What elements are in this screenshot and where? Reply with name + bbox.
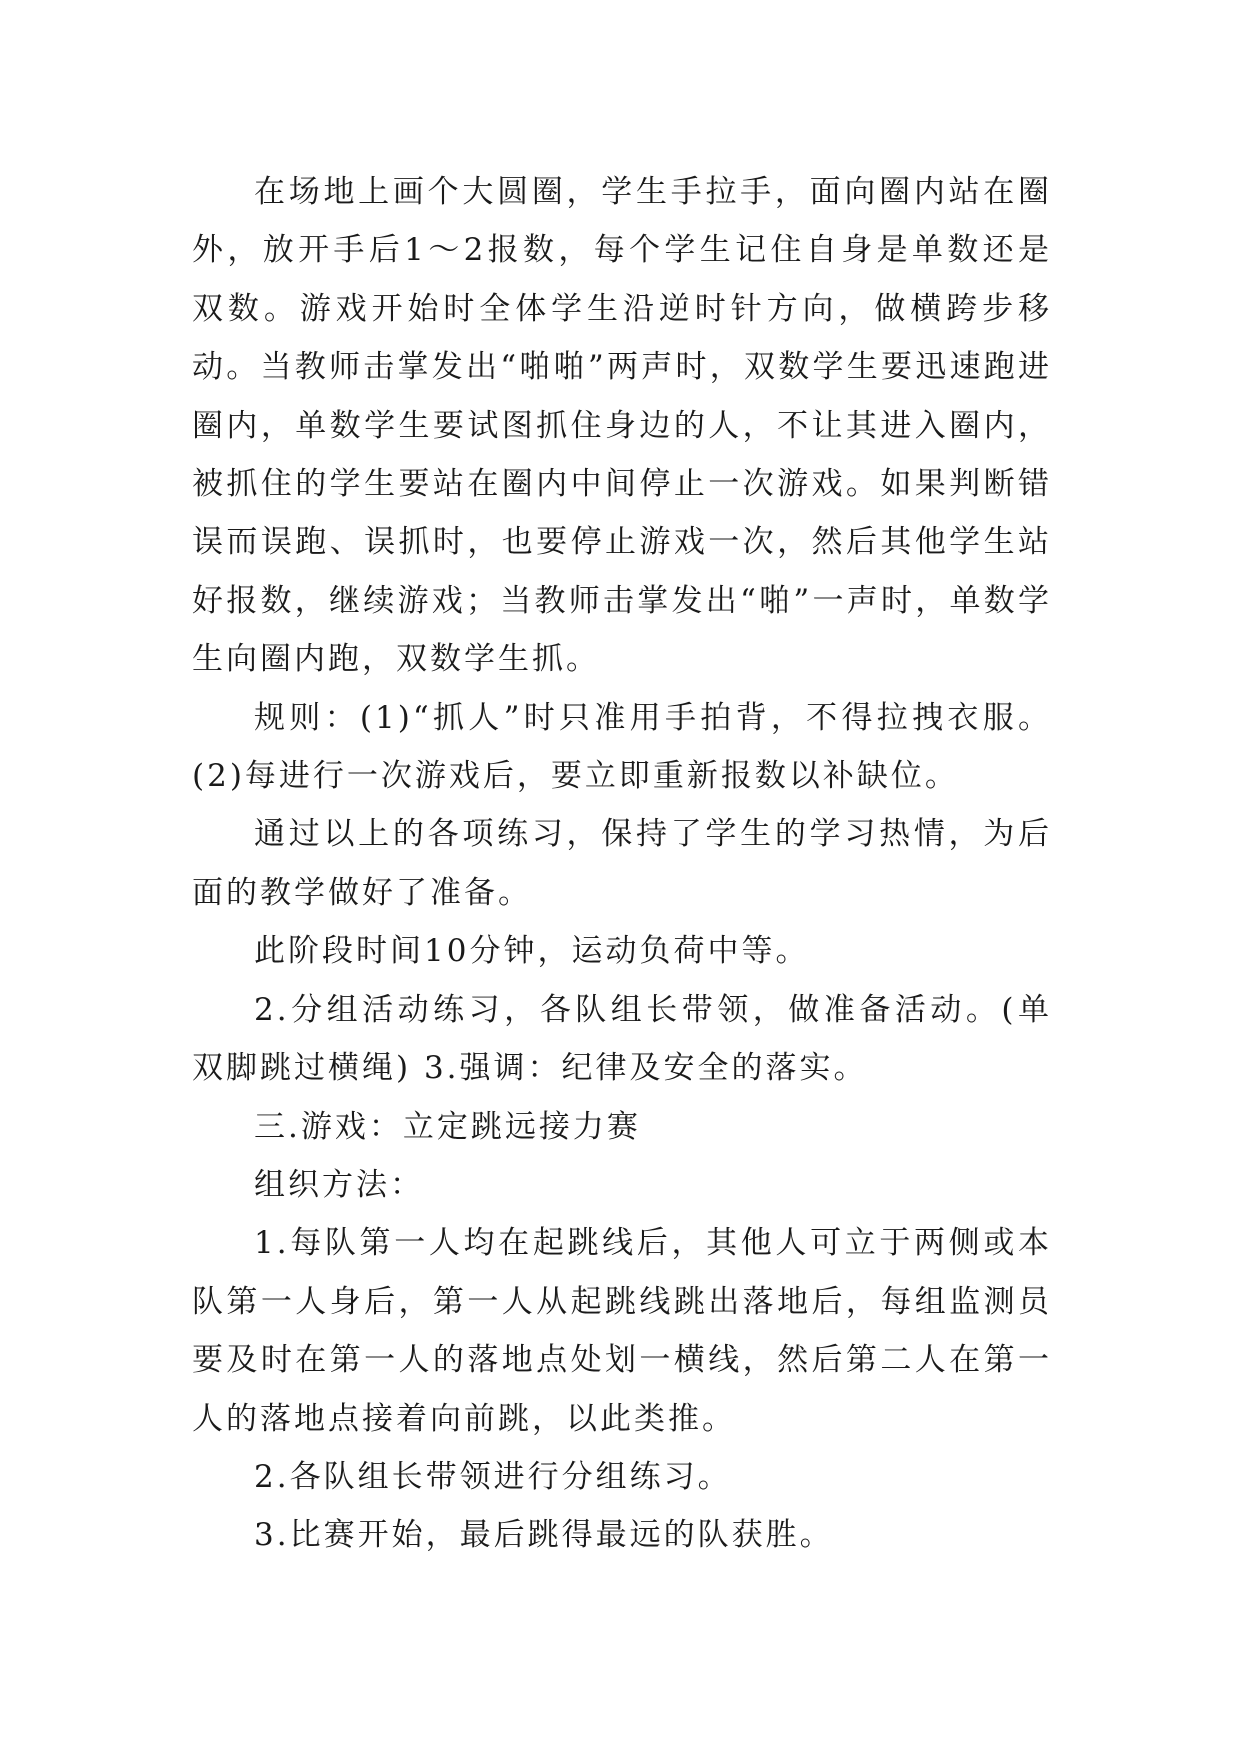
paragraph-step-2: 2.各队组长带领进行分组练习。	[254, 1458, 732, 1495]
paragraph-group-practice: 2.分组活动练习，各队组长带领，做准备活动。(单双脚跳过横绳) 3.强调：纪律及安全的落实。	[192, 991, 1052, 1087]
subheading-organization: 组织方法：	[254, 1166, 424, 1203]
section-heading-game: 三.游戏：立定跳远接力赛	[254, 1108, 641, 1145]
paragraph-rules: 规则：(1)“抓人”时只准用手拍背，不得拉拽衣服。(2)每进行一次游戏后，要立即重新报数以补缺位。	[192, 699, 1052, 795]
paragraph-game-description: 在场地上画个大圆圈，学生手拉手，面向圈内站在圈外，放开手后1～2报数，每个学生记住自身是单数还是双数。游戏开始时全体学生沿逆时针方向，做横跨步移动。当教师击掌发出“啪啪”两声时，双数学生要迅速跑进圈内，单数学生要试图抓住身边的人，不让其进入圈内，被抓住的学生要站在圈内中间停止一次游戏。如果判断错误而误跑、误抓时，也要停止游戏一次，然后其他学生站好报数，继续游戏；当教师击掌发出“啪”一声时，单数学生向圈内跑，双数学生抓。	[192, 174, 1052, 678]
paragraph-step-3: 3.比赛开始，最后跳得最远的队获胜。	[254, 1517, 834, 1554]
paragraph-step-1: 1.每队第一人均在起跳线后，其他人可立于两侧或本队第一人身后，第一人从起跳线跳出落地后，每组监测员要及时在第一人的落地点处划一横线，然后第二人在第一人的落地点接着向前跳，以此类推。	[192, 1225, 1052, 1437]
paragraph-summary: 通过以上的各项练习，保持了学生的学习热情，为后面的教学做好了准备。	[192, 816, 1052, 911]
paragraph-duration: 此阶段时间10分钟，运动负荷中等。	[254, 933, 810, 970]
document-body	[192, 163, 1052, 1565]
